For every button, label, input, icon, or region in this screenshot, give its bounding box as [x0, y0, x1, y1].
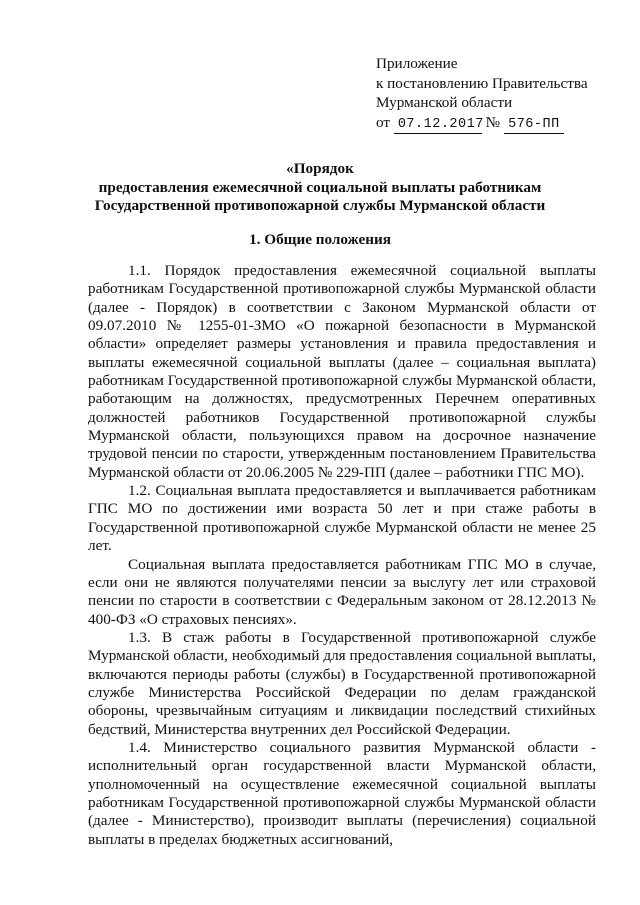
paragraph-1-2-continued: Социальная выплата предоставляется работникам ГПС МО в случае, если они не являются получателями пенсии за выслугу лет или страховой пенсии по старости в соответствии с Федеральным законом от 28.12.2013 № 400-ФЗ «О страховых пенсиях». — [88, 555, 596, 628]
section-heading: 1. Общие положения — [249, 231, 391, 248]
decree-date: 07.12.2017 — [394, 117, 482, 134]
appendix-decree-line: к постановлению Правительства — [376, 74, 588, 92]
paragraph-1-1: 1.1. Порядок предоставления ежемесячной социальной выплаты работникам Государственной противопожарной службы Мурманской области (далее - Порядок) в соответствии с Законом Мурманской области от 09.07.2010 № 1255-01-ЗМО «О пожарной безопасности в Мурманской области» определяет размеры установления и правила предоставления и выплаты ежемесячной социальной выплаты (далее – социальная выплата) работникам Государственной противопожарной службы Мурманской области, работающим на должностях, предусмотренных Перечнем оперативных должностей работников Государственной противопожарной службы Мурманской области, пользующихся правом на досрочное назначение трудовой пенсии по старости, утвержденным постановлением Правительства Мурманской области от 20.06.2005 № 229-ПП (далее – работники ГПС МО). — [88, 262, 596, 481]
paragraph-1-2: 1.2. Социальная выплата предоставляется и выплачивается работникам ГПС МО по достижении ими возраста 50 лет и при стаже работы в Государственной противопожарной службе Мурманской области не менее 25 лет. — [88, 482, 596, 555]
document-title — [60, 160, 580, 216]
title-line-1: «Порядок — [286, 160, 354, 177]
decree-number: 576-ПП — [504, 117, 564, 134]
number-sign: № — [485, 113, 501, 131]
title-line-3: Государственной противопожарной службы Мурманской области — [94, 197, 546, 214]
appendix-label: Приложение — [376, 55, 458, 72]
appendix-region-line: Мурманской области — [376, 94, 513, 111]
date-prefix: от — [376, 113, 391, 131]
document-body — [88, 262, 596, 849]
title-line-2: предоставления ежемесячной социальной выплаты работникам — [98, 178, 542, 196]
paragraph-1-4: 1.4. Министерство социального развития Мурманской области - исполнительный орган государственной власти Мурманской области, уполномоченный на осуществление ежемесячной социальной выплаты работникам Государственной противопожарной службы Мурманской области (далее - Министерство), производит выплаты (перечисления) социальной выплаты в пределах бюджетных ассигнований, — [88, 738, 596, 848]
paragraph-1-3: 1.3. В стаж работы в Государственной противопожарной службе Мурманской области, необходимый для предоставления социальной выплаты, включаются периоды работы (службы) в Государственной противопожарной службе Министерства Российской Федерации по делам гражданской обороны, чрезвычайным ситуациям и ликвидации последствий стихийных бедствий, Министерства внутренних дел Российской Федерации. — [88, 628, 596, 738]
appendix-date-line — [376, 113, 626, 134]
appendix-block — [376, 54, 626, 134]
